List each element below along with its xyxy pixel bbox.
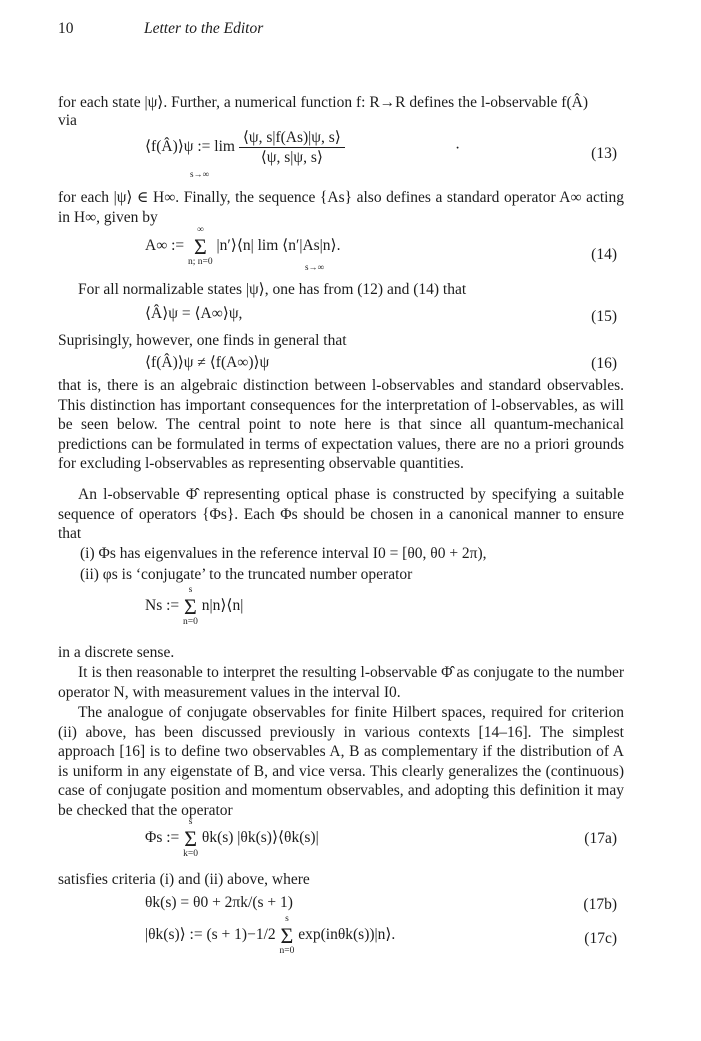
equation-lhs: Ns := bbox=[145, 597, 180, 615]
equation-rhs: exp(inθk(s))|n⟩. bbox=[298, 926, 396, 944]
list-item: (ii) φs is ‘conjugate’ to the truncated number operator bbox=[80, 566, 413, 583]
paragraph: The analogue of conjugate observables for finite Hilbert spaces, required for criterion (ii) above, has been discussed previously in various contexts [14–16]. The simplest approach [16] is to define two observables A, B as complementary if the distribution of A is uniform in any eigenstate of B, and vice versa. This clearly generalizes the (continuous) case of conjugate position and momentum observables, and adopting this definition it may be checked that the operator bbox=[58, 704, 624, 819]
equation-lhs: A∞ := bbox=[145, 237, 185, 255]
equation-number: (14) bbox=[591, 246, 617, 263]
paragraph: An l-observable Φ̂ representing optical phase is constructed by specifying a suitable sequence of operators {Φs}. Each Φs should be chosen in a canonical manner to ensure that bbox=[58, 486, 624, 543]
paragraph: It is then reasonable to interpret the resulting l-observable Φ̂ as conjugate to the number operator N, with measurement values in the interval I0. bbox=[58, 664, 624, 701]
sum-lower-limit: k=0 bbox=[183, 848, 199, 859]
equation-number-operator bbox=[145, 586, 243, 627]
sum-upper-limit: s bbox=[188, 817, 193, 827]
sum-operator: s Σ k=0 bbox=[183, 817, 199, 859]
equation-number: (16) bbox=[591, 355, 617, 372]
paragraph-line: via bbox=[58, 112, 77, 129]
sum-operator: s Σ n=0 bbox=[183, 585, 198, 627]
equation-14 bbox=[145, 226, 340, 267]
fraction bbox=[239, 128, 345, 167]
equation-number: (17c) bbox=[584, 930, 617, 947]
running-title: Letter to the Editor bbox=[144, 20, 264, 37]
paragraph: For all normalizable states |ψ⟩, one has from (12) and (14) that bbox=[78, 281, 467, 298]
limit-subscript: s→∞ bbox=[190, 169, 209, 179]
equation-number: (15) bbox=[591, 308, 617, 325]
paragraph: that is, there is an algebraic distinction between l-observables and standard observables. This distinction has important consequences for the interpretation of l-observables, as will be seen below. The central point to note here is that since all quantum-mechanical predictions can be formulated in terms of expectation values, there are no a priori grounds for excluding l-observables as representing observable quantities. bbox=[58, 377, 624, 473]
sum-upper-limit: s bbox=[188, 585, 193, 595]
equation-number: (13) bbox=[591, 145, 617, 162]
equation-13 bbox=[145, 128, 345, 167]
sum-operator: s Σ n=0 bbox=[279, 914, 295, 956]
sum-upper-limit: s bbox=[285, 914, 289, 924]
paragraph: Suprisingly, however, one finds in general that bbox=[58, 332, 347, 349]
equation-15: ⟨Â⟩ψ = ⟨A∞⟩ψ, bbox=[145, 305, 243, 322]
sum-lower-limit: n=0 bbox=[183, 616, 198, 627]
paragraph-line: for each state |ψ⟩. Further, a numerical function f: R→R defines the l-observable f(Â) bbox=[58, 94, 588, 111]
paragraph: satisfies criteria (i) and (ii) above, where bbox=[58, 871, 310, 888]
sum-lower-limit: n; n=0 bbox=[188, 256, 213, 267]
sum-upper-limit: ∞ bbox=[196, 225, 204, 235]
equation-rhs: θk(s) |θk(s)⟩⟨θk(s)| bbox=[201, 829, 319, 847]
equation-lhs: |θk(s)⟩ := (s + 1)−1/2 bbox=[145, 926, 276, 944]
equation-lhs: ⟨f(Â)⟩ψ := lim bbox=[145, 138, 235, 156]
equation-16: ⟨f(Â)⟩ψ ≠ ⟨f(A∞)⟩ψ bbox=[145, 354, 270, 371]
equation-17a bbox=[145, 818, 319, 859]
limit-subscript: s→∞ bbox=[305, 262, 324, 272]
equation-17b: θk(s) = θ0 + 2πk/(s + 1) bbox=[145, 894, 293, 911]
paragraph: in a discrete sense. bbox=[58, 644, 175, 661]
fraction-denominator: ⟨ψ, s|ψ, s⟩ bbox=[260, 149, 323, 166]
fraction-numerator: ⟨ψ, s|f(As)|ψ, s⟩ bbox=[239, 128, 345, 148]
equation-rhs: |n′⟩⟨n| lim ⟨n′|As|n⟩. bbox=[216, 237, 341, 255]
paragraph: for each |ψ⟩ ∈ H∞. Finally, the sequence {As} also defines a standard operator A∞ acting in H∞, given by bbox=[58, 189, 624, 226]
page-header bbox=[58, 20, 263, 38]
page-number: 10 bbox=[58, 20, 74, 37]
equation-number: (17b) bbox=[583, 896, 617, 913]
list-item: (i) Φs has eigenvalues in the reference interval I0 = [θ0, θ0 + 2π), bbox=[80, 545, 487, 562]
equation-dot: · bbox=[455, 140, 461, 157]
sum-lower-limit: n=0 bbox=[279, 945, 295, 956]
equation-17c bbox=[145, 915, 395, 956]
equation-number: (17a) bbox=[584, 830, 617, 847]
sum-operator: ∞ Σ n; n=0 bbox=[188, 225, 213, 267]
equation-rhs: n|n⟩⟨n| bbox=[201, 597, 244, 615]
equation-lhs: Φs := bbox=[145, 829, 180, 847]
